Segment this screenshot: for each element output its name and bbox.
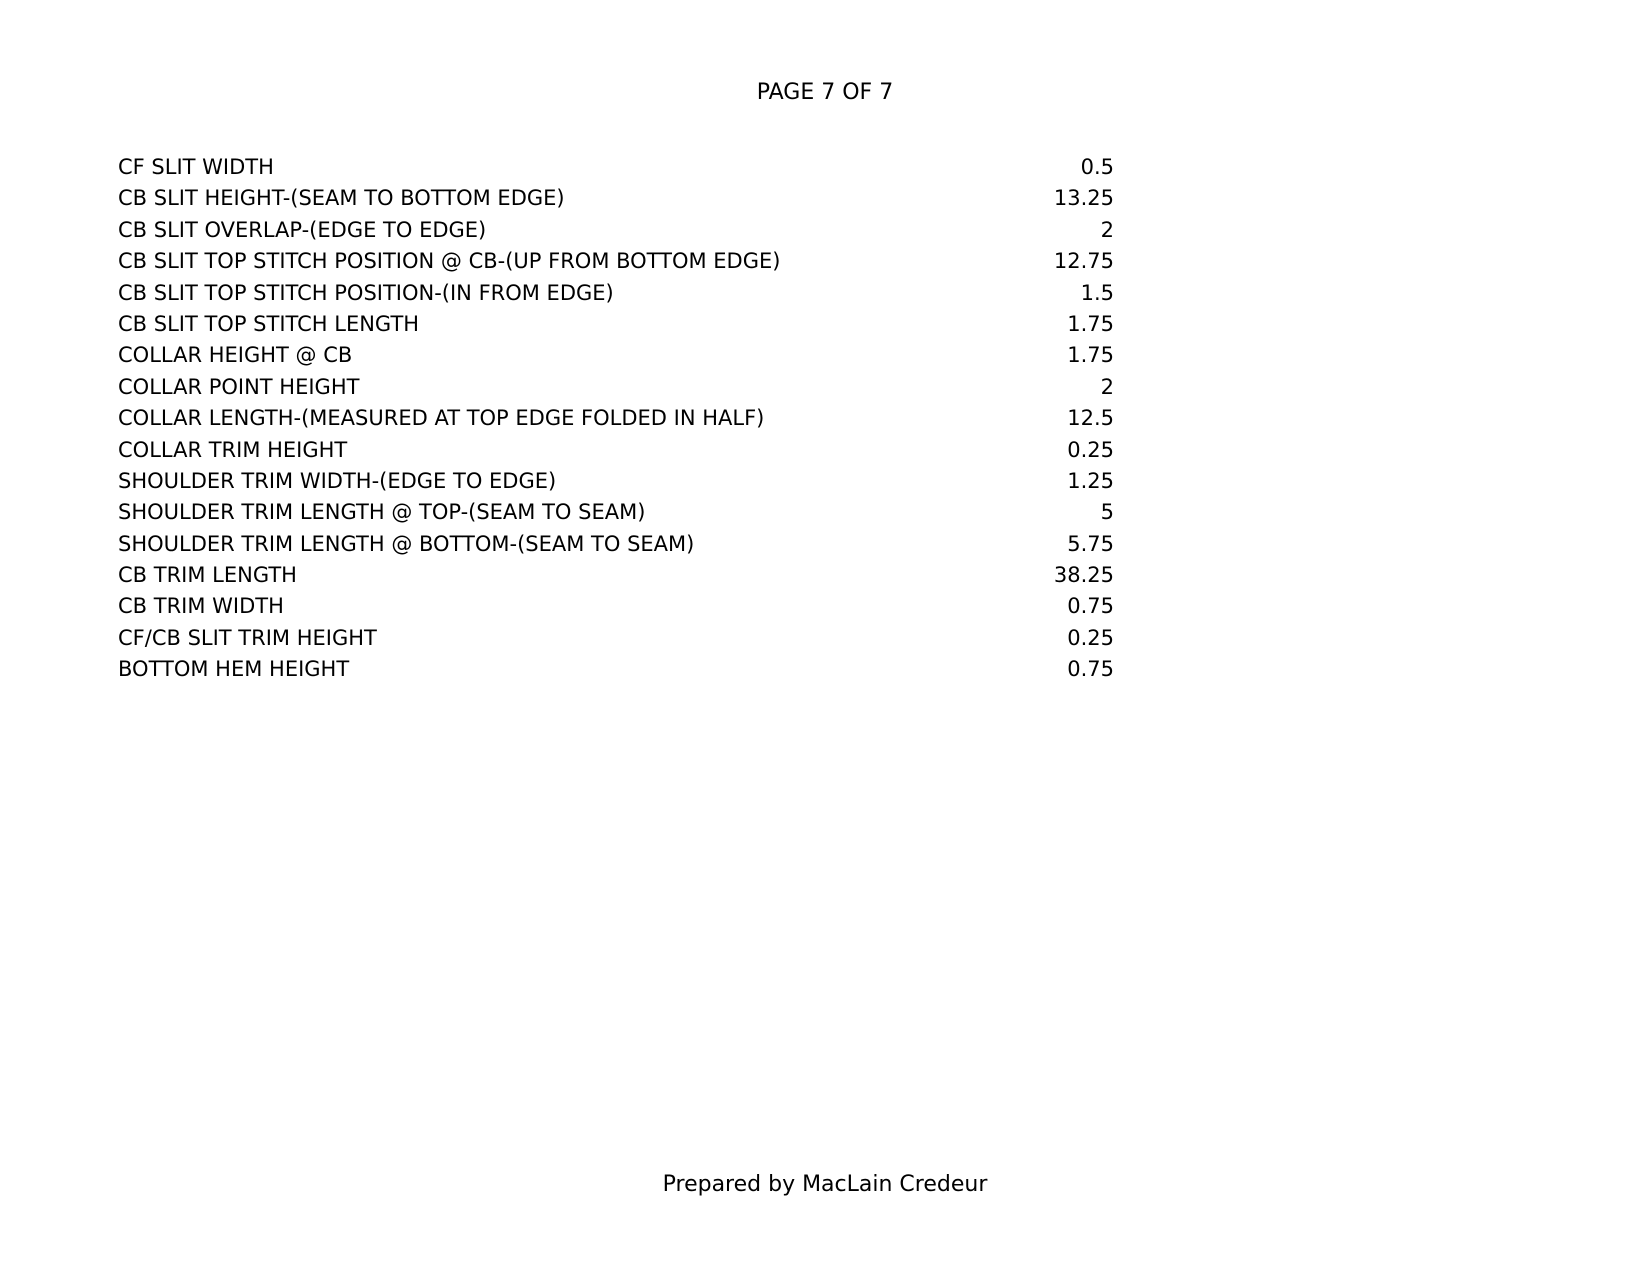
spec-label: BOTTOM HEM HEIGHT [118,657,350,682]
spec-value: 1.25 [1067,468,1114,493]
spec-label: SHOULDER TRIM WIDTH-(EDGE TO EDGE) [118,468,557,493]
spec-row [118,183,1114,214]
spec-label: COLLAR TRIM HEIGHT [118,437,348,462]
spec-value: 0.5 [1080,155,1114,179]
spec-label: CF SLIT WIDTH [118,155,274,179]
spec-value: 13.25 [1053,186,1114,211]
spec-label: CB SLIT TOP STITCH POSITION @ CB-(UP FROM BOTTOM EDGE) [118,249,781,274]
spec-value: 0.75 [1067,594,1114,619]
spec-value: 5.75 [1067,531,1114,556]
spec-row [118,654,1114,685]
spec-row [118,497,1114,528]
spec-value: 1.75 [1067,343,1114,368]
spec-row [118,591,1114,622]
spec-row [118,152,1114,183]
spec-value: 0.25 [1067,625,1114,650]
spec-label: CB SLIT HEIGHT-(SEAM TO BOTTOM EDGE) [118,186,565,211]
spec-value: 0.25 [1067,437,1114,462]
spec-label: COLLAR HEIGHT @ CB [118,343,353,368]
spec-value: 5 [1100,500,1114,525]
spec-value: 38.25 [1053,563,1114,588]
spec-row [118,372,1114,403]
spec-value: 2 [1100,217,1114,242]
spec-row [118,529,1114,560]
spec-label: CB TRIM WIDTH [118,594,284,619]
spec-row [118,403,1114,434]
spec-row [118,623,1114,654]
spec-value: 1.5 [1080,280,1114,305]
spec-table [118,152,1114,686]
spec-label: CB TRIM LENGTH [118,563,297,588]
spec-row [118,278,1114,309]
spec-value: 2 [1100,374,1114,399]
spec-label: CF/CB SLIT TRIM HEIGHT [118,625,377,650]
page-number-header: PAGE 7 OF 7 [756,80,894,105]
spec-row [118,466,1114,497]
spec-label: CB SLIT TOP STITCH POSITION-(IN FROM EDGE) [118,280,614,305]
spec-row [118,435,1114,466]
spec-row [118,309,1114,340]
prepared-by-footer: Prepared by MacLain Credeur [662,1172,988,1197]
spec-label: CB SLIT OVERLAP-(EDGE TO EDGE) [118,217,487,242]
spec-value: 1.75 [1067,311,1114,336]
spec-row [118,560,1114,591]
spec-row [118,215,1114,246]
spec-row [118,340,1114,371]
spec-row [118,246,1114,277]
spec-value: 12.5 [1067,406,1114,431]
spec-value: 0.75 [1067,657,1114,682]
spec-label: SHOULDER TRIM LENGTH @ BOTTOM-(SEAM TO SEAM) [118,531,695,556]
spec-label: SHOULDER TRIM LENGTH @ TOP-(SEAM TO SEAM) [118,500,646,525]
spec-label: COLLAR LENGTH-(MEASURED AT TOP EDGE FOLDED IN HALF) [118,406,765,431]
spec-label: COLLAR POINT HEIGHT [118,374,360,399]
spec-label: CB SLIT TOP STITCH LENGTH [118,311,420,336]
spec-value: 12.75 [1053,249,1114,274]
